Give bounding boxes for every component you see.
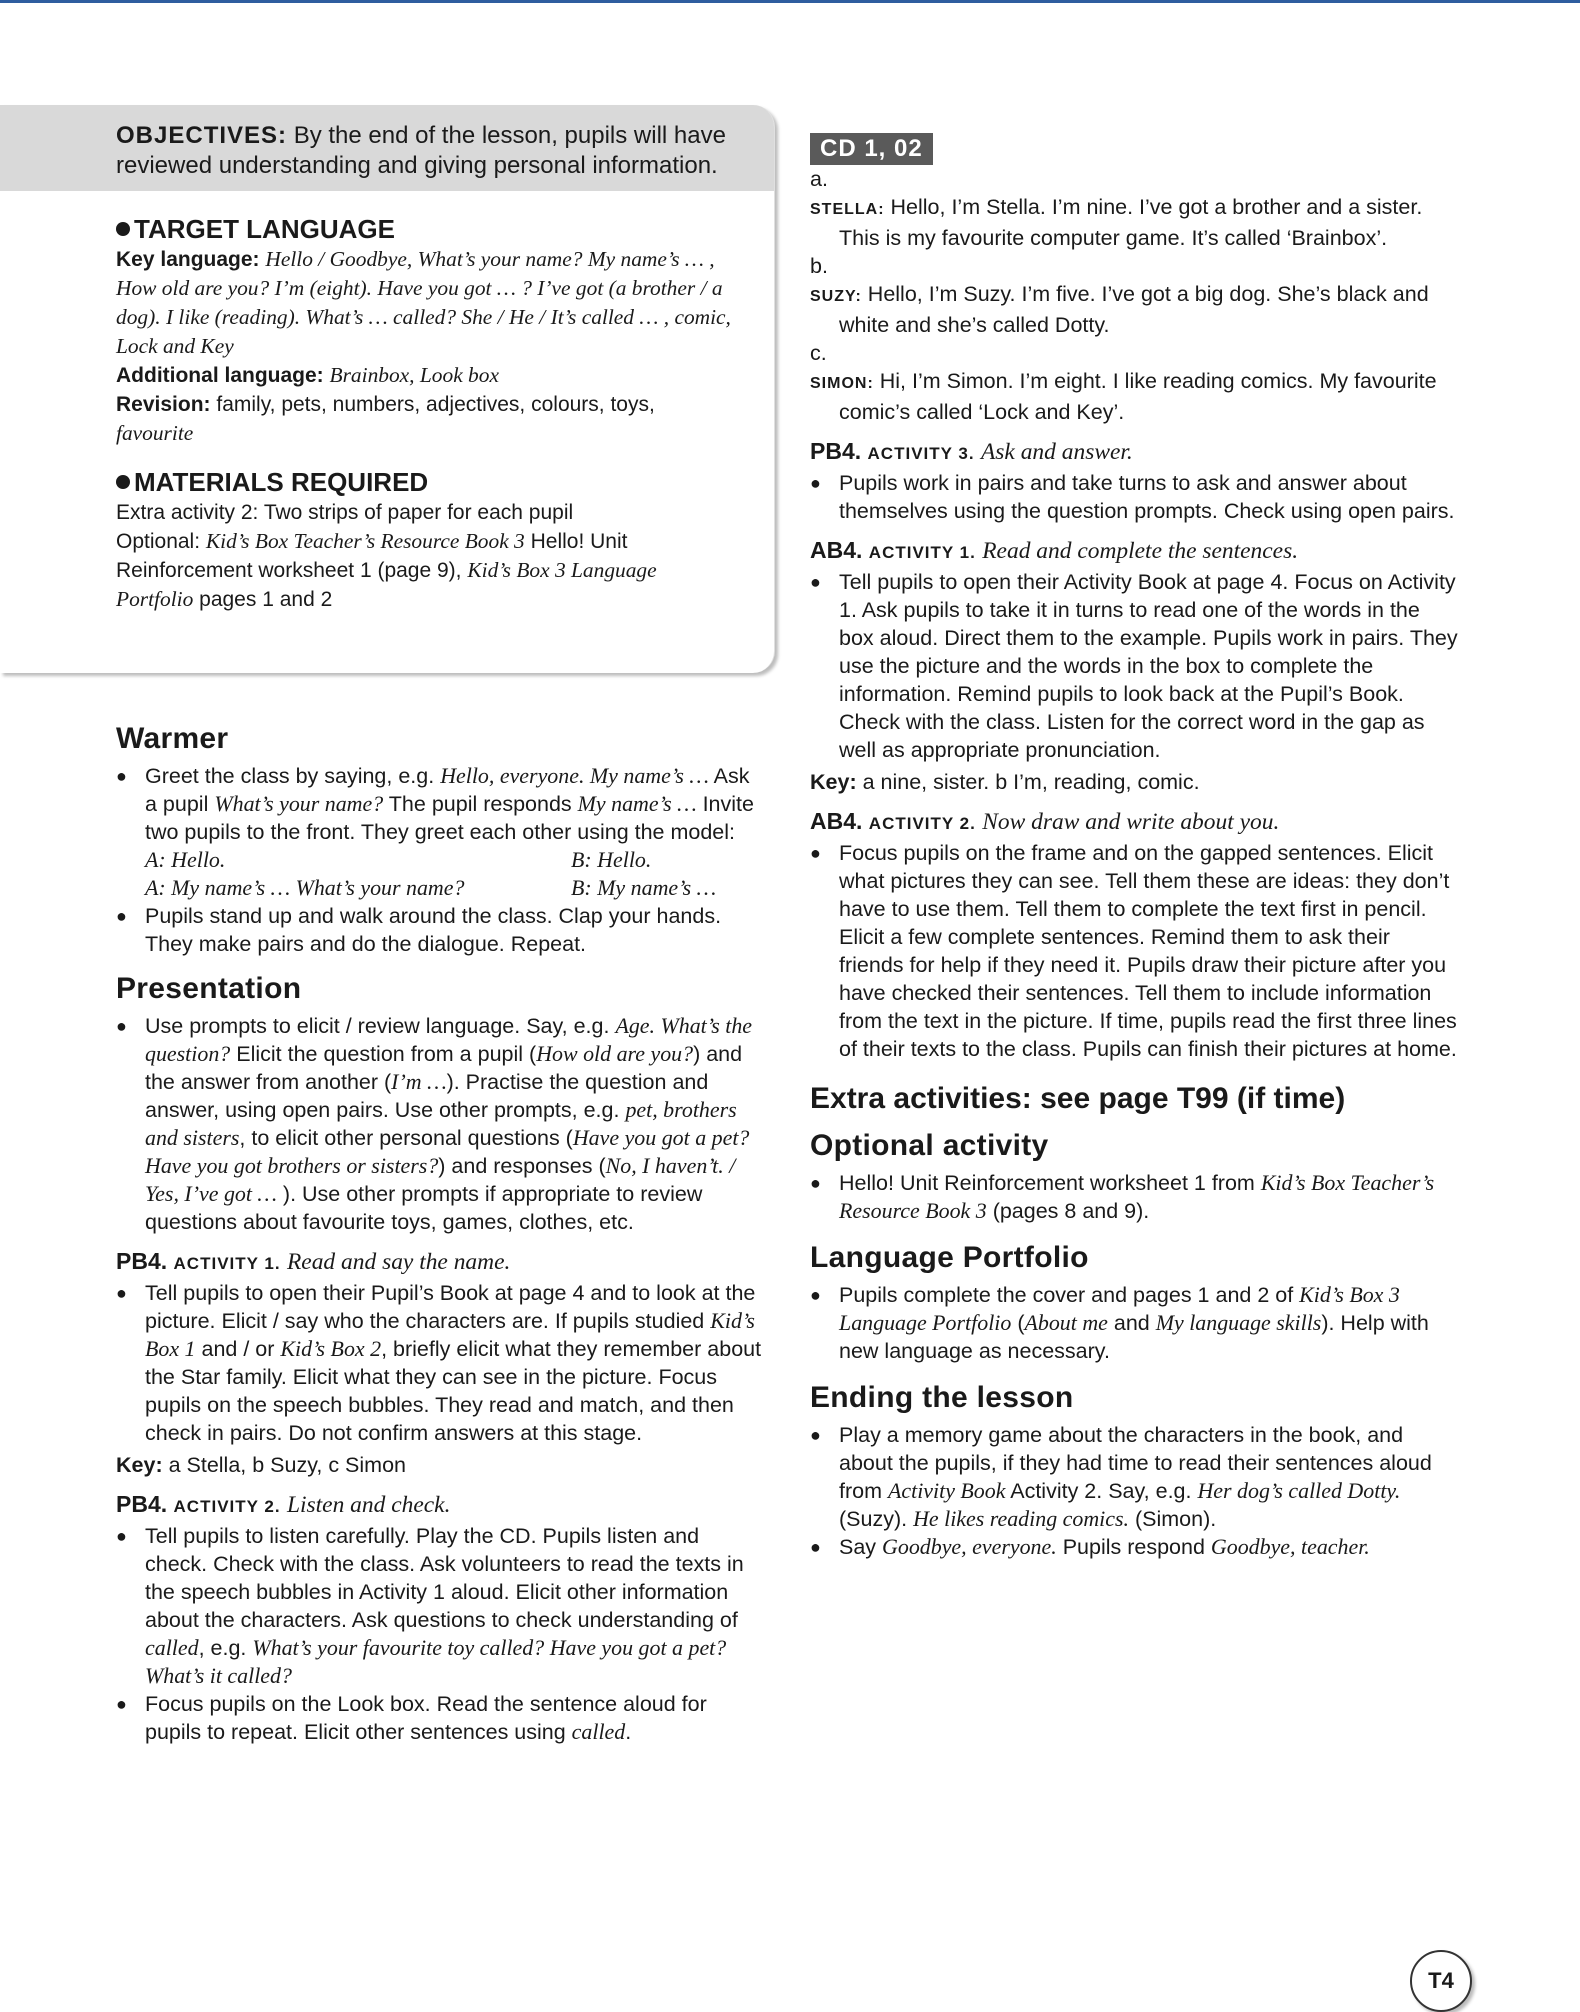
warmer-bullet-1 [116, 762, 766, 846]
objectives-label: OBJECTIVES: [116, 122, 288, 149]
text-span: ( [1011, 1311, 1025, 1335]
text-span: Play a memory game about the characters in the book, and about the pupils, if they had time to read their sentences aloud from [839, 1423, 1432, 1503]
activity-label: ACTIVITY 2. [173, 1497, 281, 1516]
text-span: Hello! Unit Reinforcement worksheet 1 from [839, 1171, 1261, 1195]
italic-span: pet, brothers and sisters [145, 1097, 737, 1150]
ending-bullet-1 [810, 1421, 1460, 1533]
warmer-bullet-2: ● Pupils stand up and walk around the class. Clap your hands. They make pairs and do the dialogue. Repeat. [116, 902, 766, 958]
materials-item-1: Extra activity 2: Two strips of paper for each pupil [116, 501, 574, 524]
italic-span: called [145, 1635, 199, 1660]
text-span: , to elicit other personal questions ( [239, 1126, 573, 1150]
optional-activity-heading: Optional activity [810, 1129, 1049, 1162]
text-span: , e.g. [198, 1636, 253, 1660]
activity-instruction: Listen and check. [286, 1492, 451, 1518]
ab4-activity-1-heading [810, 535, 1460, 568]
ab4-activity-1-bullet: ● Tell pupils to open their Activity Book at page 4. Focus on Activity 1. Ask pupils to take it in turns to read one of the words in the box aloud. Direct them to the example. Pupils work in pairs. They use the picture and the words in the box to complete the information. Remind pupils to look back at the Pupil’s Book. Check with the class. Listen for the correct word in the gap as well as appropriate pronunciation. [810, 568, 1460, 764]
cd-simon-line [810, 367, 1460, 426]
speaker-label: STELLA: [810, 201, 885, 218]
activity-code: AB4. [810, 537, 863, 563]
activity-code: AB4. [810, 808, 863, 834]
italic-span: What’s your favourite toy called? Have you got a pet? What’s it called? [145, 1635, 727, 1688]
key-text: a nine, sister. b I’m, reading, comic. [856, 770, 1200, 794]
cd-b-marker: b. [810, 254, 828, 278]
pb4-activity-2-heading [116, 1489, 766, 1522]
text-span: Pupils complete the cover and pages 1 and 2 of [839, 1283, 1300, 1307]
key-text: a Stella, b Suzy, c Simon [162, 1453, 406, 1477]
target-language-heading [116, 213, 734, 245]
text-span: ) and the answer from another ( [145, 1042, 743, 1094]
text-span: . [625, 1720, 632, 1744]
italic-span: My name’s … [577, 791, 697, 816]
pb4-activity-1-heading [116, 1246, 766, 1279]
text-span: The pupil responds [383, 792, 578, 816]
text-span: Say [839, 1535, 883, 1559]
italic-span: Goodbye, teacher. [1210, 1534, 1370, 1559]
right-column [810, 133, 1460, 1561]
text-span: Invite two pupils to the front. They greet each other using the model: [145, 792, 754, 844]
activity-instruction: Read and complete the sentences. [982, 538, 1299, 564]
dialogue-line-2 [116, 874, 766, 902]
italic-span: What’s your name? [214, 791, 384, 816]
revision [116, 390, 734, 448]
italic-span: Goodbye, everyone. [882, 1534, 1057, 1559]
activity-instruction: Now draw and write about you. [982, 809, 1280, 835]
bullet-icon [116, 222, 130, 236]
optional-activity-bullet [810, 1169, 1460, 1225]
italic-span: Hello, everyone. My name’s … [440, 763, 709, 788]
text-span: (pages 8 and 9). [986, 1199, 1150, 1223]
speech-text: Hi, I’m Simon. I’m eight. I like reading comics. My favourite comic’s called ‘Lock and Key’. [839, 369, 1437, 424]
italic-span: Her dog’s called Dotty. [1197, 1478, 1401, 1503]
key-language-text: Hello / Goodbye, What’s your name? My name’s … , How old are you? I’m (eight). Have you got … ? I’ve got (a brother / a dog). I like (reading). What’s … called? She / He / It’s called … , comic, Lock and Key [116, 247, 731, 358]
left-column [116, 710, 766, 1746]
italic-span: I’m … [391, 1069, 447, 1094]
text-span: Activity 2. Say, e.g. [1005, 1479, 1198, 1503]
pb4-activity-2-bullet-2 [116, 1690, 766, 1746]
text-span: Optional: [116, 530, 206, 553]
activity-instruction: Ask and answer. [980, 439, 1133, 465]
italic-span: called [571, 1719, 626, 1744]
text-span: Elicit the question from a pupil ( [230, 1042, 537, 1066]
italic-span: My language skills [1155, 1310, 1322, 1335]
extra-activities-heading: Extra activities: see page T99 (if time) [810, 1082, 1346, 1115]
presentation-heading: Presentation [116, 972, 302, 1005]
language-portfolio-bullet [810, 1281, 1460, 1365]
activity-label: ACTIVITY 2. [868, 814, 976, 833]
dialogue-a: A: Hello. [145, 847, 226, 872]
text-span: Focus pupils on the Look box. Read the sentence aloud for pupils to repeat. Elicit other sentences using [145, 1692, 707, 1744]
italic-span: Kid’s Box Teacher’s Resource Book 3 [205, 529, 525, 553]
ending-bullet-2 [810, 1533, 1460, 1561]
text-span: Ask a pupil [145, 764, 750, 816]
objectives-header [0, 105, 774, 191]
ab4-activity-1-key [810, 768, 1460, 796]
activity-instruction: Read and say the name. [286, 1249, 511, 1275]
revision-label: Revision: [116, 393, 211, 416]
italic-span: Age. What’s the question? [145, 1013, 753, 1066]
dialogue-b: B: My name’s … [571, 875, 717, 900]
additional-language-label: Additional language: [116, 364, 324, 387]
text-span: Greet the class by saying, e.g. [145, 764, 441, 788]
text-span: Tell pupils to open their Pupil’s Book at page 4 and to look at the picture. Elicit / say who the characters are. If pupils studied [145, 1281, 756, 1333]
target-language-label: TARGET LANGUAGE [134, 214, 395, 244]
italic-span: Activity Book [887, 1478, 1006, 1503]
key-label: Key: [810, 770, 857, 794]
italic-span: Kid’s Box Teacher’s Resource Book 3 [839, 1170, 1435, 1223]
text-span: Use prompts to elicit / review language. Say, e.g. [145, 1014, 616, 1038]
text-span: ). Use other prompts if appropriate to review questions about favourite toys, games, clothes, etc. [145, 1182, 703, 1234]
text-span: ). Help with new language as necessary. [839, 1311, 1429, 1363]
text-span: (Suzy). [839, 1507, 914, 1531]
language-portfolio-heading: Language Portfolio [810, 1241, 1089, 1274]
pb4-activity-1-bullet [116, 1279, 766, 1447]
key-language [116, 245, 734, 361]
additional-language [116, 361, 734, 390]
activity-code: PB4. [116, 1248, 168, 1274]
objectives-text: By the end of the lesson, pupils will have reviewed understanding and giving personal information. [116, 122, 726, 179]
speaker-label: SIMON: [810, 375, 874, 392]
warmer-heading: Warmer [116, 722, 229, 755]
text-span: (Simon). [1129, 1507, 1217, 1531]
cd-a-marker: a. [810, 167, 828, 191]
objectives-body [0, 191, 774, 614]
presentation-bullet-1 [116, 1012, 766, 1236]
speech-text: Hello, I’m Suzy. I’m five. I’ve got a big dog. She’s black and white and she’s called Dotty. [839, 282, 1429, 337]
cd-stella-line [810, 193, 1460, 252]
activity-label: ACTIVITY 3. [867, 444, 975, 463]
revision-text: family, pets, numbers, adjectives, colours, toys, [210, 393, 655, 416]
italic-span: Kid’s Box 3 Language Portfolio [116, 558, 657, 611]
ab4-activity-2-heading [810, 806, 1460, 839]
dialogue-line-1 [116, 846, 766, 874]
text-span: ) and responses ( [438, 1154, 606, 1178]
pb4-activity-2-bullet-1 [116, 1522, 766, 1690]
pb4-activity-3-heading [810, 436, 1460, 469]
italic-span: Kid’s Box 2 [280, 1336, 382, 1361]
italic-span: He likes reading comics. [913, 1506, 1129, 1531]
cd-c-marker: c. [810, 341, 827, 365]
text-span: , briefly elicit what they remember about the Star family. Elicit what they can see in the picture. Focus pupils on the speech bubbles. They read and match, and then check in pairs. Do not confirm answers at this stage. [145, 1337, 762, 1445]
text-span: and / or [195, 1337, 281, 1361]
italic-span: About me [1024, 1310, 1108, 1335]
ending-heading: Ending the lesson [810, 1381, 1074, 1414]
dialogue-b: B: Hello. [571, 847, 652, 872]
speech-text: Hello, I’m Stella. I’m nine. I’ve got a brother and a sister. This is my favourite computer game. It’s called ‘Brainbox’. [839, 195, 1423, 250]
text-span: Tell pupils to listen carefully. Play the CD. Pupils listen and check. Check with the class. Ask volunteers to read the texts in the speech bubbles in Activity 1 aloud. Elicit other information about the characters. Ask questions to check understanding of [145, 1524, 744, 1632]
pb4-activity-3-bullet: ● Pupils work in pairs and take turns to ask and answer about themselves using the question prompts. Check using open pairs. [810, 469, 1460, 525]
italic-span: No, I haven’t. / Yes, I’ve got … [145, 1153, 736, 1206]
key-label: Key: [116, 1453, 163, 1477]
top-rule [0, 0, 1580, 3]
italic-span: How old are you? [536, 1041, 694, 1066]
activity-label: ACTIVITY 1. [173, 1254, 281, 1273]
objectives-box [0, 105, 775, 673]
pb4-activity-1-key [116, 1451, 766, 1479]
text-span: Pupils respond [1056, 1535, 1211, 1559]
text-span: pages 1 and 2 [193, 588, 333, 611]
page-number: T4 [1410, 1950, 1472, 2012]
activity-code: PB4. [116, 1491, 168, 1517]
dialogue-a: A: My name’s … What’s your name? [145, 875, 465, 900]
cd-track-badge: CD 1, 02 [810, 133, 933, 165]
italic-span: Have you got a pet? Have you got brothers or sisters? [145, 1125, 750, 1178]
bullet-icon [116, 475, 130, 489]
speaker-label: SUZY: [810, 288, 862, 305]
ab4-activity-2-bullet: ● Focus pupils on the frame and on the gapped sentences. Elicit what pictures they can see. Tell them these are ideas: they don’t have to use them. Tell them to complete the text first in pencil. Elicit a few complete sentences. Remind them to ask their friends for help if they need it. Pupils draw their picture after you have checked their sentences. Tell them to include information from the text in the picture. If time, pupils read the first three lines of their texts to the class. Pupils can finish their pictures at home. [810, 839, 1460, 1063]
cd-suzy-line [810, 280, 1460, 339]
italic-span: Kid’s Box 3 Language Portfolio [839, 1282, 1400, 1335]
materials-item-2 [116, 527, 734, 614]
italic-span: Kid’s Box 1 [145, 1308, 755, 1361]
additional-language-text: Brainbox, Look box [329, 363, 499, 387]
activity-label: ACTIVITY 1. [868, 543, 976, 562]
materials-heading [116, 466, 734, 498]
text-span: ). Practise the question and answer, using open pairs. Use other prompts, e.g. [145, 1070, 709, 1122]
materials-label: MATERIALS REQUIRED [134, 467, 429, 497]
key-language-label: Key language: [116, 248, 260, 271]
revision-text-2: favourite [116, 421, 194, 445]
text-span: and [1107, 1311, 1156, 1335]
activity-code: PB4. [810, 438, 862, 464]
text-span: Hello! Unit Reinforcement worksheet 1 (page 9), [116, 530, 628, 582]
